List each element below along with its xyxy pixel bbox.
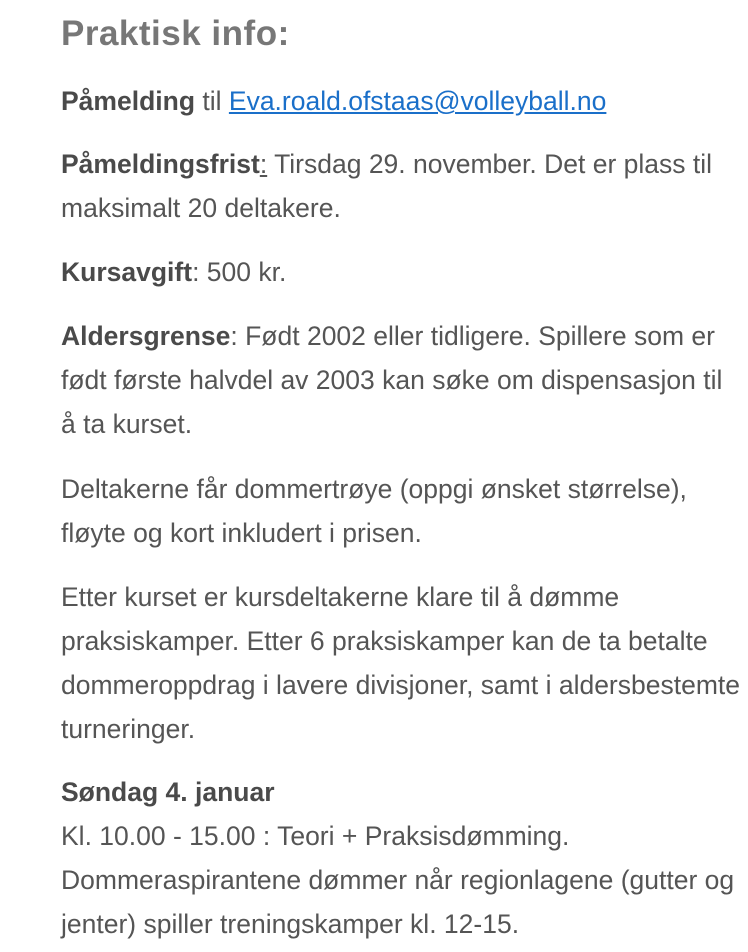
schedule-day-label: Søndag 4. januar — [61, 777, 275, 807]
after-course-paragraph: Etter kurset er kursdeltakerne klare til å dømme praksiskamper. Etter 6 praksiskamper kan de ta betalte dommeroppdrag i lavere divisjoner, samt i aldersbestemte turneringer. — [61, 582, 741, 744]
age-limit-text: : Født 2002 eller tidligere. Spillere som er født første halvdel av 2003 kan søke om dispensasjon til å ta kurset. — [61, 321, 723, 439]
deadline-label: Påmeldingsfrist — [61, 149, 260, 179]
schedule-paragraph — [61, 770, 741, 946]
deadline-paragraph — [61, 142, 741, 230]
registration-connector: til — [195, 86, 229, 116]
registration-email-link[interactable]: Eva.roald.ofstaas@volleyball.no — [228, 86, 607, 116]
fee-label: Kursavgift — [61, 257, 193, 287]
registration-label: Påmelding — [61, 86, 196, 116]
age-limit-paragraph — [61, 314, 741, 446]
fee-paragraph — [61, 250, 741, 294]
schedule-description: Dommeraspirantene dømmer når regionlagene (gutter og jenter) spiller treningskamper kl. 12-15. — [61, 865, 735, 939]
equipment-paragraph: Deltakerne får dommertrøye (oppgi ønsket størrelse), fløyte og kort inkludert i prisen. — [61, 474, 687, 548]
deadline-colon: : — [259, 149, 268, 179]
fee-text: : 500 kr. — [192, 257, 287, 287]
deadline-text: Tirsdag 29. november. Det er plass til maksimalt 20 deltakere. — [61, 149, 713, 223]
schedule-time-line: Kl. 10.00 - 15.00 : Teori + Praksisdømming. — [61, 821, 570, 851]
registration-paragraph — [61, 79, 741, 123]
age-limit-label: Aldersgrense — [61, 321, 231, 351]
section-heading: Praktisk info: — [61, 14, 290, 53]
